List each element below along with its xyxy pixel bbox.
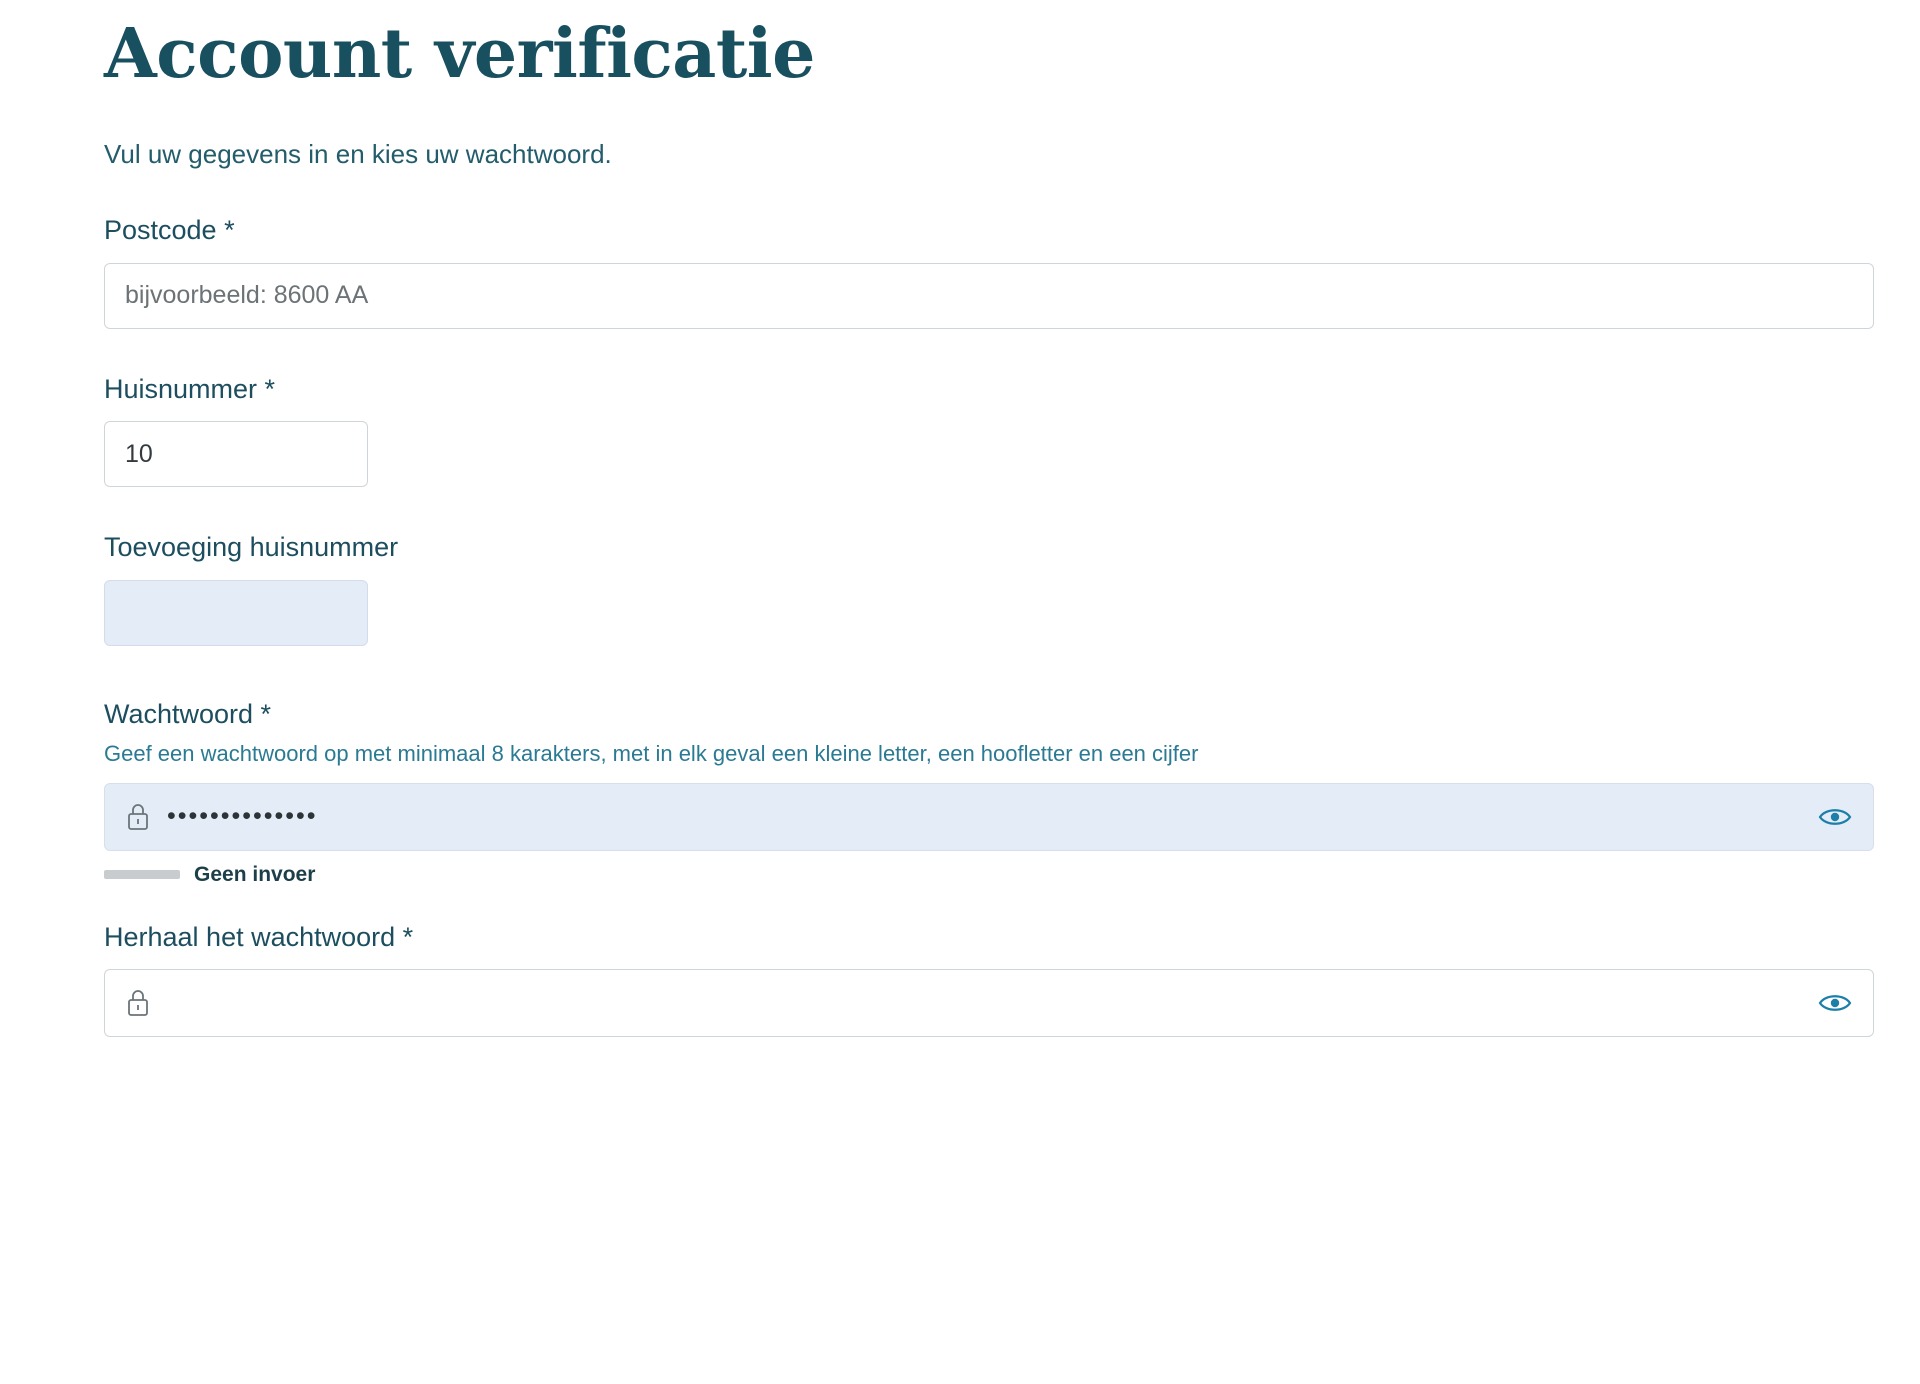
field-wachtwoord-herhaal	[104, 921, 1874, 1037]
password-strength	[104, 863, 1874, 887]
wachtwoord-input[interactable]	[104, 783, 1874, 851]
wachtwoord-herhaal-input-wrap	[104, 969, 1874, 1037]
huisnummer-label: Huisnummer *	[104, 373, 276, 404]
postcode-label: Postcode *	[104, 215, 235, 246]
postcode-input-wrap	[104, 263, 1874, 329]
wachtwoord-herhaal-input[interactable]	[104, 969, 1874, 1037]
postcode-input[interactable]	[104, 263, 1874, 329]
form-container	[104, 14, 1874, 1037]
page-intro: Vul uw gegevens in en kies uw wachtwoord.	[104, 139, 612, 170]
page-title: Account verificatie	[104, 14, 815, 94]
huisnummer-input-wrap	[104, 421, 368, 487]
field-huisnummer	[104, 373, 1874, 487]
password-strength-label: Geen invoer	[194, 862, 316, 886]
wachtwoord-hint: Geef een wachtwoord op met minimaal 8 karakters, met in elk geval een kleine letter, een hoofletter en een cijfer	[104, 741, 1199, 766]
field-wachtwoord	[104, 698, 1874, 887]
toevoeging-label: Toevoeging huisnummer	[104, 532, 399, 563]
wachtwoord-input-wrap	[104, 783, 1874, 851]
huisnummer-input[interactable]	[104, 421, 368, 487]
eye-icon[interactable]	[1818, 805, 1852, 829]
toevoeging-input[interactable]	[104, 580, 368, 646]
wachtwoord-herhaal-label: Herhaal het wachtwoord *	[104, 921, 414, 952]
field-postcode	[104, 214, 1874, 328]
toevoeging-input-wrap	[104, 580, 368, 646]
wachtwoord-label: Wachtwoord *	[104, 698, 272, 729]
password-strength-bar	[104, 870, 180, 879]
field-toevoeging	[104, 531, 1874, 645]
eye-icon[interactable]	[1818, 991, 1852, 1015]
